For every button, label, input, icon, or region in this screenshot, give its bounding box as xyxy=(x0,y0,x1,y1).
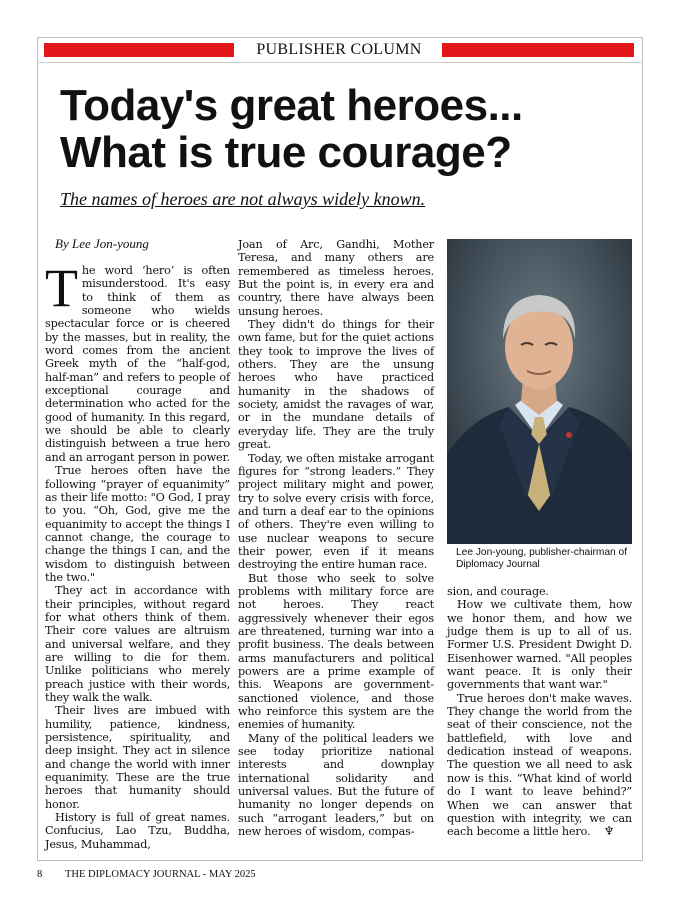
publication-name: THE DIPLOMACY JOURNAL - MAY 2025 xyxy=(65,869,256,880)
banner-red-bar-left xyxy=(44,43,234,57)
headline-line-2: What is true courage? xyxy=(60,128,512,177)
article-column-2 xyxy=(238,238,434,838)
article-column-1 xyxy=(45,258,230,851)
page-number: 8 xyxy=(37,869,43,880)
banner-divider xyxy=(37,62,643,63)
paragraph xyxy=(447,692,632,839)
section-banner xyxy=(44,40,634,60)
photo-caption: Lee Jon-young, publisher-chairman of Diplomacy Journal xyxy=(456,547,628,570)
paragraph: Joan of Arc, Gandhi, Mother Teresa, and many others are remembered as timeless heroes. But the point is, in every era and country, there have always been unsung heroes. xyxy=(238,238,434,318)
page-footer xyxy=(37,869,256,880)
section-label: PUBLISHER COLUMN xyxy=(256,41,422,58)
paragraph: They didn't do things for their own fame, but for the quiet actions they took to improve the lives of others. They are the unsung heroes who have practiced humanity in the shadows of society, amidst the ravages of war, or in the mundane details of everyday life. They are the truly great. xyxy=(238,318,434,452)
paragraph: Their lives are imbued with humility, patience, kindness, persistence, spirituality, and deep insight. They act in silence and change the world with inner equanimity. These are the true heroes that humanity should honor. xyxy=(45,704,230,811)
article-column-3 xyxy=(447,585,632,839)
byline: By Lee Jon-young xyxy=(55,236,149,251)
headline-line-1: Today's great heroes... xyxy=(60,81,523,130)
headline xyxy=(60,82,620,176)
subheadline: The names of heroes are not always widely known. xyxy=(60,189,426,209)
author-portrait-photo xyxy=(447,239,632,544)
end-of-article-icon: ♆ xyxy=(603,824,615,839)
paragraph-text: True heroes don't make waves. They change the world from the seat of their conscience, not the battlefield, with love and dedication instead of weapons. The question we all need to ask now is this. “What kind of world do I want to leave behind?” When we can answer that question with integrity, we can each become a little hero. xyxy=(447,691,632,839)
paragraph: They act in accordance with their principles, without regard for what others think of them. Their core values are altruism and universal welfare, and they are willing to die for them. Unlike politicians who merely preach justice with their words, they walk the walk. xyxy=(45,584,230,704)
paragraph: How we cultivate them, how we honor them, and how we judge them is up to all of us. Former U.S. President Dwight D. Eisenhower warned. "All peoples want peace. It is only their governments that want war." xyxy=(447,598,632,692)
paragraph: But those who seek to solve problems with military force are not heroes. They react aggressively whenever their egos are threatened, turning war into a profit business. The deals between arms manufacturers and political powers are a prime example of this. Weapons are government-sanctioned violence, and those who reinforce this system are the enemies of humanity. xyxy=(238,571,434,732)
paragraph-text: he word ‘hero’ is often misunderstood. It's easy to think of them as someone who wields spectacular force or is cheered by the masses, but in reality, the word comes from the ancient Greek myth of the “half-god, half-man” and refers to people of exceptional courage and determination who acted for the good of humanity. In this regard, we should be able to clearly distinguish between a true hero and an arrogant person in power. xyxy=(45,264,230,464)
banner-red-bar-right xyxy=(442,43,634,57)
paragraph: sion, and courage. xyxy=(447,585,549,598)
paragraph: History is full of great names. Confucius, Lao Tzu, Buddha, Jesus, Muhammad, xyxy=(45,811,230,851)
paragraph: True heroes often have the following “prayer of equanimity” as their life motto: "O God, I pray to you. “Oh, God, give me the equanimity to accept the things I cannot change, the courage to change the things I can, and the wisdom to distinguish between the two." xyxy=(45,464,230,584)
paragraph: Today, we often mistake arrogant figures for “strong leaders.” They project military might and power, try to solve every crisis with force, and turn a deaf ear to the opinions of others. They're even willing to use nuclear weapons to secure their power, even if it means destroying the entire human race. xyxy=(238,451,434,572)
drop-cap: T xyxy=(45,258,78,318)
paragraph: Many of the political leaders we see today prioritize national interests and downplay international solidarity and universal values. But the future of humanity no longer depends on such “arrogant leaders,” but on new heroes of wisdom, compas- xyxy=(238,731,434,839)
paragraph xyxy=(45,258,230,464)
